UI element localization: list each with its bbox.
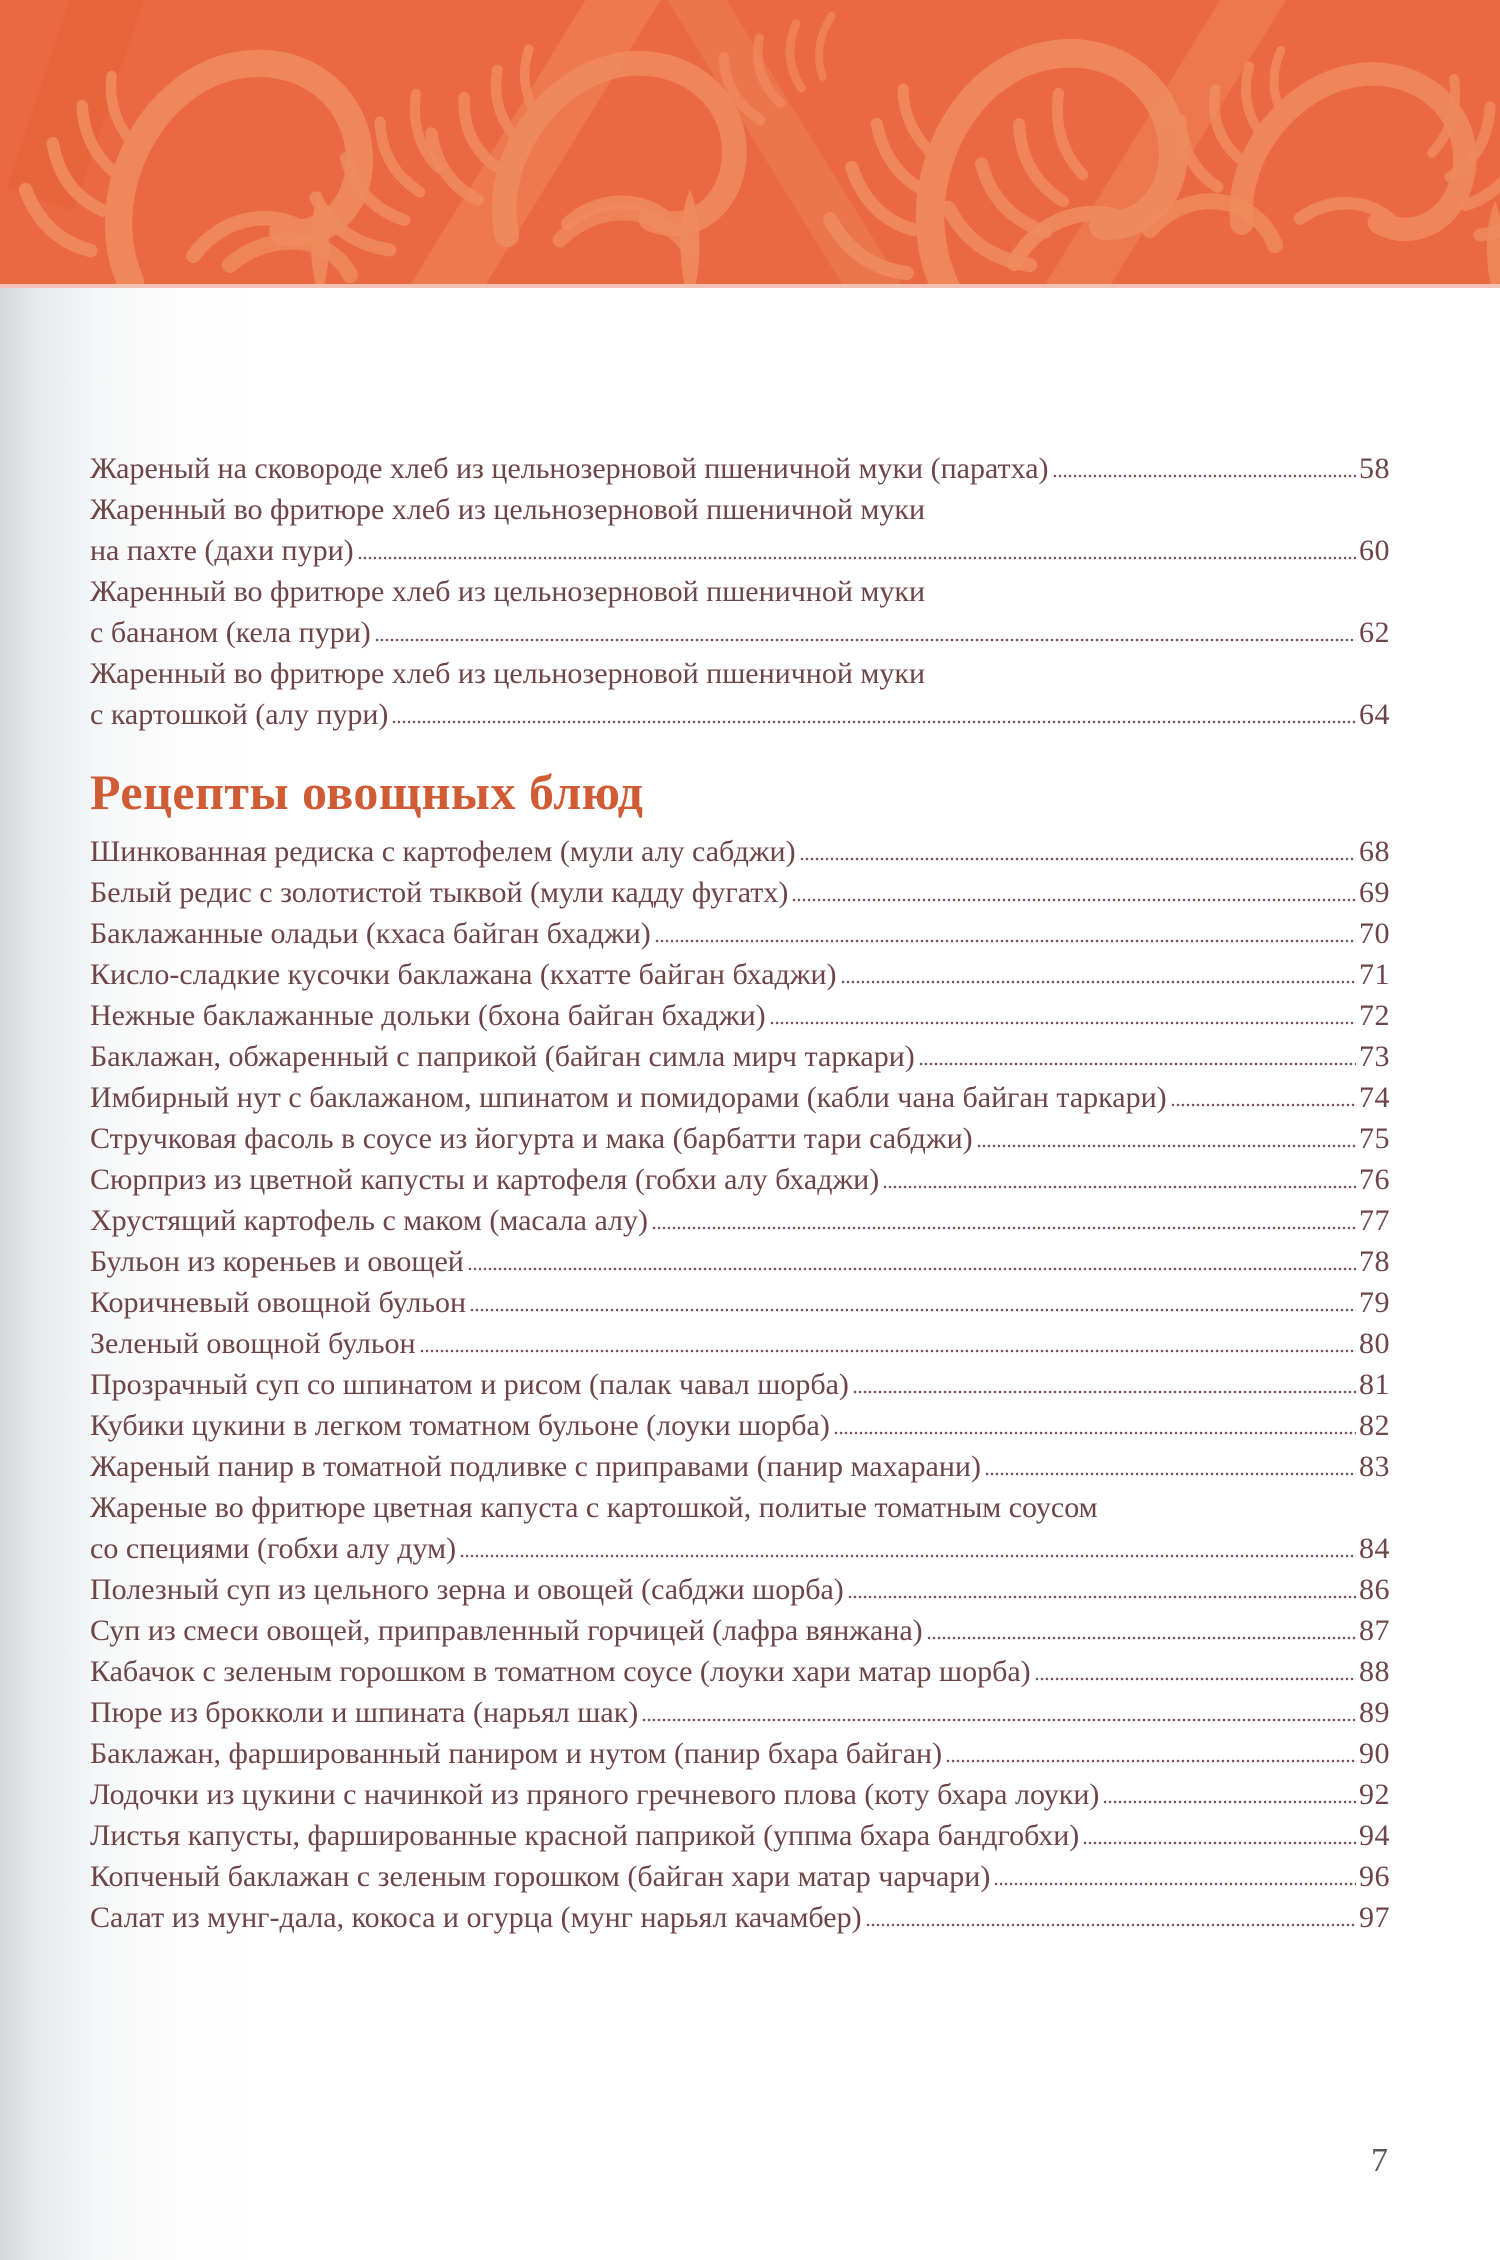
entry-title: Нежные баклажанные дольки (бхона байган бхаджи) bbox=[90, 999, 766, 1032]
toc-entry-line bbox=[90, 1528, 1390, 1569]
entry-title: Жареный на сковороде хлеб из цельнозерновой пшеничной муки (паратха) bbox=[90, 452, 1049, 485]
toc-entry bbox=[90, 1692, 1390, 1733]
entry-list-vegetables bbox=[90, 831, 1390, 1938]
entry-page-number: 77 bbox=[1359, 1204, 1390, 1237]
decorative-banner bbox=[0, 0, 1500, 288]
entry-page-number: 74 bbox=[1359, 1081, 1390, 1114]
toc-entry bbox=[90, 1077, 1390, 1118]
entry-page-number: 84 bbox=[1359, 1532, 1390, 1565]
section-heading: Рецепты овощных блюд bbox=[90, 764, 644, 820]
toc-entry bbox=[90, 1733, 1390, 1774]
toc-entry-line bbox=[90, 1036, 1390, 1077]
table-of-contents bbox=[0, 288, 1500, 2260]
entry-page-number: 89 bbox=[1359, 1696, 1390, 1729]
toc-entry-line bbox=[90, 1159, 1390, 1200]
dot-leader bbox=[655, 938, 1356, 943]
toc-entry-line bbox=[90, 1282, 1390, 1323]
dot-leader bbox=[1083, 1840, 1356, 1845]
toc-entry bbox=[90, 1610, 1390, 1651]
entry-title: Белый редис с золотистой тыквой (мули кадду фугатх) bbox=[90, 876, 789, 909]
page-number: 7 bbox=[1371, 2142, 1388, 2179]
toc-entry bbox=[90, 1774, 1390, 1815]
entry-title: Сюрприз из цветной капусты и картофеля (гобхи алу бхаджи) bbox=[90, 1163, 880, 1196]
dot-leader bbox=[1103, 1799, 1356, 1804]
dot-leader bbox=[834, 1430, 1356, 1435]
entry-title: Пюре из брокколи и шпината (нарьял шак) bbox=[90, 1696, 639, 1729]
entry-page-number: 81 bbox=[1359, 1368, 1390, 1401]
toc-entry-line bbox=[90, 1897, 1390, 1938]
entry-page-number: 87 bbox=[1359, 1614, 1390, 1647]
entry-page-number: 88 bbox=[1359, 1655, 1390, 1688]
toc-entry-line bbox=[90, 530, 1390, 571]
toc-entry bbox=[90, 1241, 1390, 1282]
dot-leader bbox=[977, 1143, 1356, 1148]
toc-entry-line bbox=[90, 1077, 1390, 1118]
toc-entry bbox=[90, 1446, 1390, 1487]
toc-entry-line bbox=[90, 448, 1390, 489]
entry-title: Жаренный во фритюре хлеб из цельнозерновой пшеничной муки bbox=[90, 575, 926, 608]
entry-page-number: 96 bbox=[1359, 1860, 1390, 1893]
dot-leader bbox=[994, 1881, 1356, 1886]
entry-title: Баклажан, фаршированный паниром и нутом (панир бхара байган) bbox=[90, 1737, 943, 1770]
toc-entry-line bbox=[90, 1405, 1390, 1446]
dot-leader bbox=[1035, 1676, 1356, 1681]
entry-title: с бананом (кела пури) bbox=[90, 616, 371, 649]
toc-entry bbox=[90, 1815, 1390, 1856]
toc-entry bbox=[90, 1159, 1390, 1200]
dot-leader bbox=[375, 637, 1356, 642]
toc-entry-line bbox=[90, 1323, 1390, 1364]
entry-title: Хрустящий картофель с маком (масала алу) bbox=[90, 1204, 649, 1237]
entry-title: Копченый баклажан с зеленым горошком (байган хари матар чарчари) bbox=[90, 1860, 991, 1893]
entry-page-number: 72 bbox=[1359, 999, 1390, 1032]
toc-entry bbox=[90, 1897, 1390, 1938]
toc-entry-line bbox=[90, 1446, 1390, 1487]
entry-page-number: 83 bbox=[1359, 1450, 1390, 1483]
dot-leader bbox=[841, 979, 1356, 984]
entry-page-number: 58 bbox=[1359, 452, 1390, 485]
toc-entry-line bbox=[90, 489, 1390, 530]
entry-title: Стручковая фасоль в соусе из йогурта и мака (барбатти тари сабджи) bbox=[90, 1122, 973, 1155]
toc-entry bbox=[90, 448, 1390, 489]
toc-entry bbox=[90, 1487, 1390, 1569]
entry-title: Коричневый овощной бульон bbox=[90, 1286, 467, 1319]
toc-section-vegetables bbox=[90, 765, 1390, 1938]
entry-title: с картошкой (алу пури) bbox=[90, 698, 389, 731]
toc-entry-line bbox=[90, 995, 1390, 1036]
toc-entry bbox=[90, 1323, 1390, 1364]
entry-title: Суп из смеси овощей, приправленный горчицей (лафра вянжана) bbox=[90, 1614, 923, 1647]
entry-title: Листья капусты, фаршированные красной паприкой (уппма бхара бандгобхи) bbox=[90, 1819, 1080, 1852]
dot-leader bbox=[470, 1307, 1356, 1312]
entry-title: Имбирный нут с баклажаном, шпинатом и помидорами (кабли чана байган таркари) bbox=[90, 1081, 1167, 1114]
toc-entry-line bbox=[90, 653, 1390, 694]
toc-entry-line bbox=[90, 1815, 1390, 1856]
toc-entry-line bbox=[90, 872, 1390, 913]
toc-entry-line bbox=[90, 1364, 1390, 1405]
toc-entry-line bbox=[90, 1118, 1390, 1159]
toc-entry bbox=[90, 913, 1390, 954]
entry-title: Жареный панир в томатной подливке с приправами (панир махарани) bbox=[90, 1450, 981, 1483]
entry-page-number: 70 bbox=[1359, 917, 1390, 950]
entry-page-number: 62 bbox=[1359, 616, 1390, 649]
toc-entry bbox=[90, 1200, 1390, 1241]
dot-leader bbox=[946, 1758, 1356, 1763]
entry-page-number: 64 bbox=[1359, 698, 1390, 731]
dot-leader bbox=[1171, 1102, 1356, 1107]
entry-page-number: 97 bbox=[1359, 1901, 1390, 1934]
toc-entry bbox=[90, 1282, 1390, 1323]
toc-entry bbox=[90, 1405, 1390, 1446]
entry-page-number: 79 bbox=[1359, 1286, 1390, 1319]
entry-page-number: 80 bbox=[1359, 1327, 1390, 1360]
entry-title: Баклажанные оладьи (кхаса байган бхаджи) bbox=[90, 917, 651, 950]
toc-entry-line bbox=[90, 1487, 1390, 1528]
toc-entry-line bbox=[90, 913, 1390, 954]
entry-title: Кисло-сладкие кусочки баклажана (кхатте байган бхаджи) bbox=[90, 958, 837, 991]
toc-entry-line bbox=[90, 1774, 1390, 1815]
toc-entry bbox=[90, 1364, 1390, 1405]
entry-page-number: 82 bbox=[1359, 1409, 1390, 1442]
entry-title: Шинкованная редиска с картофелем (мули алу сабджи) bbox=[90, 835, 796, 868]
entry-page-number: 76 bbox=[1359, 1163, 1390, 1196]
entry-title: Жаренный во фритюре хлеб из цельнозерновой пшеничной муки bbox=[90, 493, 926, 526]
toc-entry-line bbox=[90, 1692, 1390, 1733]
toc-entry bbox=[90, 653, 1390, 735]
entry-title: на пахте (дахи пури) bbox=[90, 534, 354, 567]
entry-page-number: 86 bbox=[1359, 1573, 1390, 1606]
toc-entry-line bbox=[90, 571, 1390, 612]
dot-leader bbox=[652, 1225, 1356, 1230]
entry-page-number: 92 bbox=[1359, 1778, 1390, 1811]
toc-entry bbox=[90, 1118, 1390, 1159]
dot-leader bbox=[460, 1553, 1356, 1558]
toc-entry bbox=[90, 1569, 1390, 1610]
entry-page-number: 71 bbox=[1359, 958, 1390, 991]
entry-page-number: 73 bbox=[1359, 1040, 1390, 1073]
toc-entry bbox=[90, 995, 1390, 1036]
toc-entry-line bbox=[90, 1200, 1390, 1241]
dot-leader bbox=[800, 856, 1356, 861]
entry-list-breads bbox=[90, 448, 1390, 735]
toc-entry bbox=[90, 831, 1390, 872]
entry-page-number: 69 bbox=[1359, 876, 1390, 909]
toc-entry bbox=[90, 1856, 1390, 1897]
toc-entry-line bbox=[90, 1569, 1390, 1610]
dot-leader bbox=[919, 1061, 1356, 1066]
dot-leader bbox=[468, 1266, 1356, 1271]
entry-title: Жаренный во фритюре хлеб из цельнозерновой пшеничной муки bbox=[90, 657, 926, 690]
toc-entry-line bbox=[90, 1241, 1390, 1282]
entry-title: Кубики цукини в легком томатном бульоне (лоуки шорба) bbox=[90, 1409, 830, 1442]
dot-leader bbox=[770, 1020, 1356, 1025]
toc-entry-line bbox=[90, 1733, 1390, 1774]
entry-title: Салат из мунг-дала, кокоса и огурца (мунг нарьял качамбер) bbox=[90, 1901, 862, 1934]
dot-leader bbox=[392, 719, 1356, 724]
dot-leader bbox=[927, 1635, 1356, 1640]
entry-title: Лодочки из цукини с начинкой из пряного гречневого плова (коту бхара лоуки) bbox=[90, 1778, 1100, 1811]
dot-leader bbox=[642, 1717, 1356, 1722]
toc-entry bbox=[90, 1651, 1390, 1692]
dot-leader bbox=[358, 555, 1356, 560]
toc-entry-line bbox=[90, 954, 1390, 995]
entry-page-number: 75 bbox=[1359, 1122, 1390, 1155]
entry-page-number: 68 bbox=[1359, 835, 1390, 868]
entry-title: Прозрачный суп со шпинатом и рисом (палак чавал шорба) bbox=[90, 1368, 849, 1401]
toc-entry-line bbox=[90, 831, 1390, 872]
toc-entry-line bbox=[90, 1610, 1390, 1651]
dot-leader bbox=[883, 1184, 1356, 1189]
dot-leader bbox=[1053, 473, 1356, 478]
dot-leader bbox=[985, 1471, 1356, 1476]
dot-leader bbox=[853, 1389, 1356, 1394]
dot-leader bbox=[866, 1922, 1356, 1927]
entry-title: Бульон из кореньев и овощей bbox=[90, 1245, 464, 1278]
damask-pattern-icon bbox=[0, 0, 1500, 288]
dot-leader bbox=[848, 1594, 1356, 1599]
toc-entry bbox=[90, 571, 1390, 653]
toc-entry bbox=[90, 872, 1390, 913]
entry-title: со специями (гобхи алу дум) bbox=[90, 1532, 457, 1565]
toc-entry-line bbox=[90, 1856, 1390, 1897]
toc-entry bbox=[90, 954, 1390, 995]
entry-page-number: 94 bbox=[1359, 1819, 1390, 1852]
entry-page-number: 90 bbox=[1359, 1737, 1390, 1770]
entry-title: Кабачок с зеленым горошком в томатном соусе (лоуки хари матар шорба) bbox=[90, 1655, 1031, 1688]
toc-entry bbox=[90, 1036, 1390, 1077]
dot-leader bbox=[420, 1348, 1356, 1353]
entry-title: Полезный суп из цельного зерна и овощей (сабджи шорба) bbox=[90, 1573, 844, 1606]
toc-entry-line bbox=[90, 1651, 1390, 1692]
dot-leader bbox=[792, 897, 1356, 902]
toc-section-breads bbox=[90, 448, 1390, 735]
toc-entry bbox=[90, 489, 1390, 571]
toc-entry-line bbox=[90, 612, 1390, 653]
entry-title: Жареные во фритюре цветная капуста с картошкой, политые томатным соусом bbox=[90, 1491, 1098, 1524]
entry-title: Зеленый овощной бульон bbox=[90, 1327, 416, 1360]
entry-page-number: 60 bbox=[1359, 534, 1390, 567]
toc-entry-line bbox=[90, 694, 1390, 735]
entry-page-number: 78 bbox=[1359, 1245, 1390, 1278]
entry-title: Баклажан, обжаренный с паприкой (байган симла мирч таркари) bbox=[90, 1040, 915, 1073]
